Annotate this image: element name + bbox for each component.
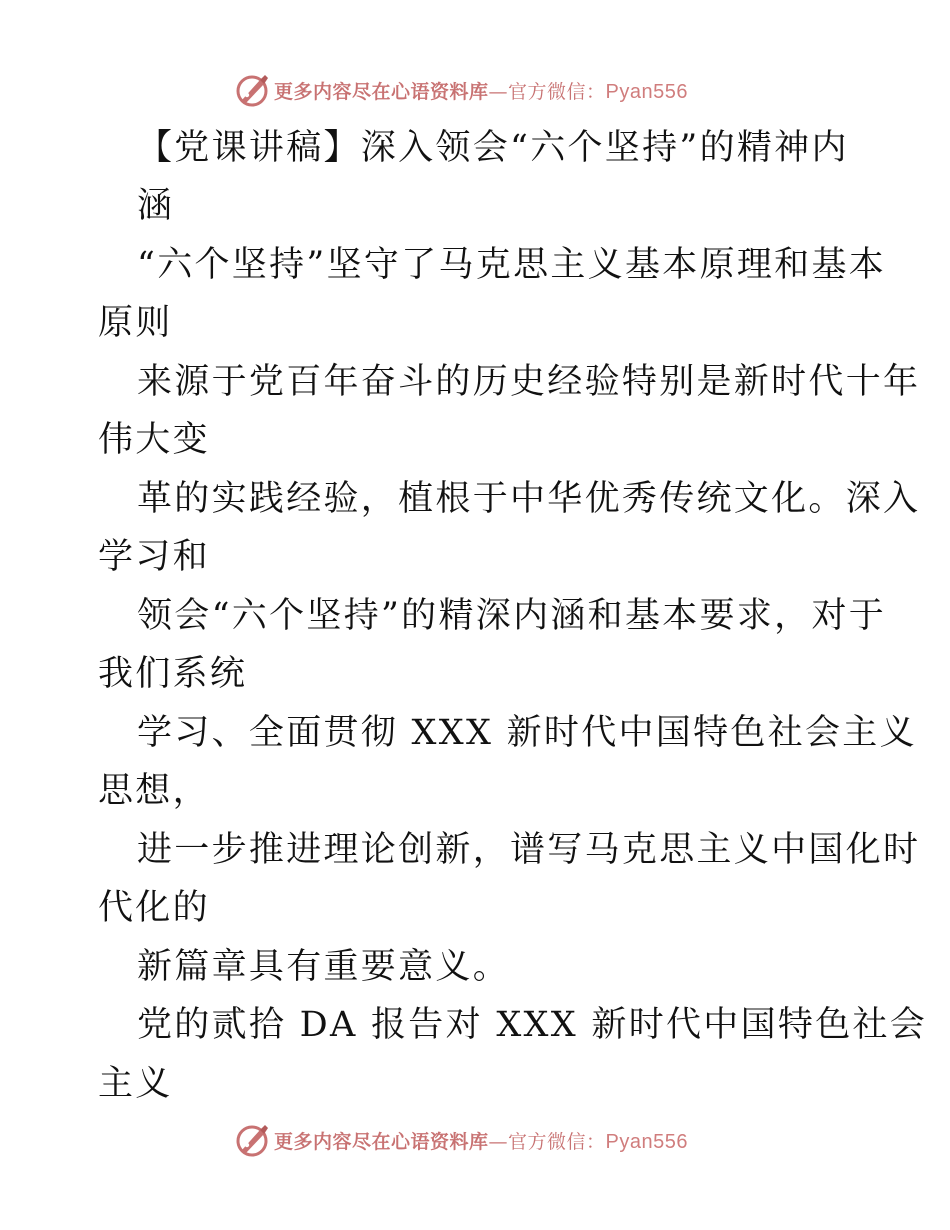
pen-logo-icon <box>234 1122 270 1158</box>
paragraph-line: “六个坚持”坚守了马克思主义基本原理和基本 <box>137 245 887 285</box>
paragraph-line: 来源于党百年奋斗的历史经验特别是新时代十年 <box>137 362 921 402</box>
document-title-line-1: 【党课讲稿】深入领会“六个坚持”的精神内 <box>137 128 849 168</box>
watermark-separator: — <box>488 80 509 103</box>
paragraph-line: 伟大变 <box>98 420 210 460</box>
paragraph-line: 领会“六个坚持”的精深内涵和基本要求，对于 <box>137 596 887 636</box>
document-title-line-2: 涵 <box>137 186 175 226</box>
watermark-label: 官方微信： <box>508 1130 606 1153</box>
watermark-label: 官方微信： <box>508 80 606 103</box>
paragraph-line: 我们系统 <box>98 654 248 694</box>
paragraph-line: 学习和 <box>98 537 210 577</box>
paragraph-line: 学习、全面贯彻 XXX 新时代中国特色社会主义 <box>137 713 917 753</box>
paragraph-line: 革的实践经验，植根于中华优秀传统文化。深入 <box>137 479 921 519</box>
watermark-id: Pyan556 <box>605 1130 688 1153</box>
watermark-main-text: 更多内容尽在心语资料库 <box>274 1130 489 1153</box>
paragraph-line: 党的贰拾 DA 报告对 XXX 新时代中国特色社会 <box>137 1005 928 1045</box>
paragraph-line: 思想， <box>98 771 210 811</box>
watermark-main-text: 更多内容尽在心语资料库 <box>274 80 489 103</box>
pen-logo-icon <box>234 72 270 108</box>
paragraph-line: 原则 <box>98 303 173 343</box>
watermark-separator: — <box>488 1130 509 1153</box>
paragraph-line: 代化的 <box>98 888 210 928</box>
paragraph-line: 新篇章具有重要意义。 <box>137 947 511 987</box>
paragraph-line: 主义 <box>98 1064 173 1104</box>
watermark-header <box>234 70 714 110</box>
watermark-id: Pyan556 <box>605 80 688 103</box>
paragraph-line: 进一步推进理论创新，谱写马克思主义中国化时 <box>137 830 921 870</box>
watermark-footer <box>234 1120 714 1160</box>
